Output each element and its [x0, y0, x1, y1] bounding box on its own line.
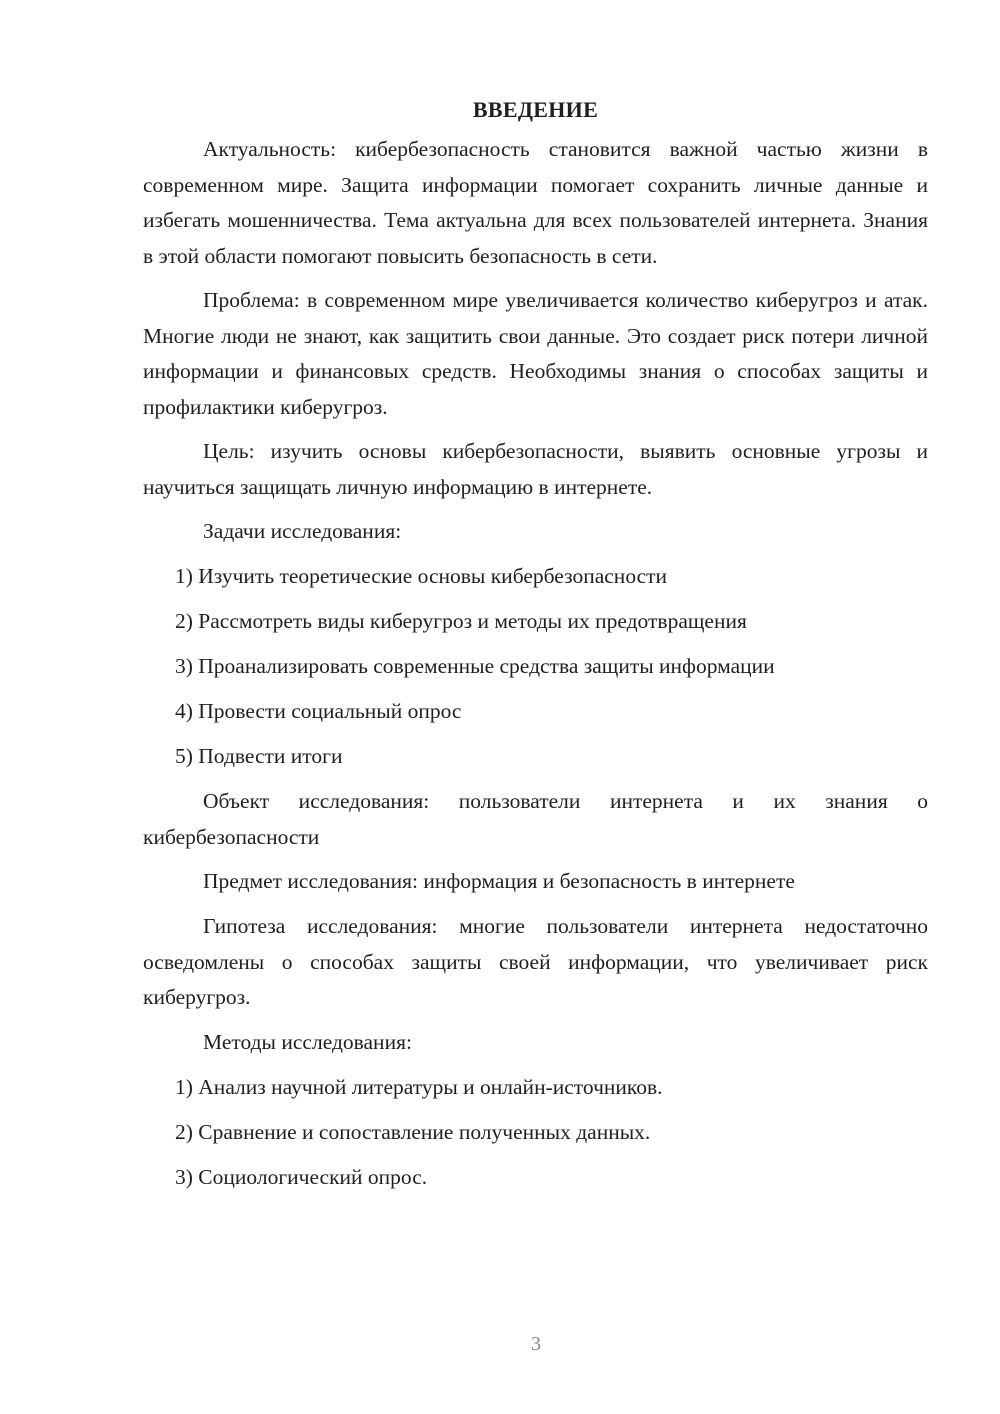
- object-paragraph: Объект исследования: пользователи интернета и их знания о кибербезопасности: [143, 789, 928, 849]
- list-item: 4) Провести социальный опрос: [175, 699, 462, 723]
- list-item: 3) Социологический опрос.: [175, 1164, 428, 1189]
- section-title: ВВЕДЕНИЕ: [472, 97, 599, 122]
- problem-paragraph: Проблема: в современном мире увеличивается количество киберугроз и атак. Многие люди не знают, как защитить свои данные. Это создает риск потери личной информации и финансовых средств. Необходимы знания о способах защиты и профилактики киберугроз.: [143, 288, 928, 419]
- methods-heading: Методы исследования:: [203, 1029, 412, 1054]
- methods-list: [143, 1070, 928, 1196]
- tasks-list: [143, 559, 928, 775]
- relevance-paragraph: Актуальность: кибербезопасность становится важной частью жизни в современном мире. Защита информации помогает сохранить личные данные и избегать мошенничества. Тема актуальна для всех пользователей интернета. Знания в этой области помогают повысить безопасность в сети.: [143, 137, 928, 268]
- subject-paragraph: Предмет исследования: информация и безопасность в интернете: [203, 869, 795, 893]
- list-item: 2) Сравнение и сопоставление полученных данных.: [175, 1119, 651, 1144]
- page-number: 3: [531, 1333, 541, 1355]
- list-item: 1) Анализ научной литературы и онлайн-источников.: [175, 1074, 663, 1099]
- list-item: 3) Проанализировать современные средства защиты информации: [175, 654, 775, 678]
- list-item: 5) Подвести итоги: [175, 744, 343, 768]
- goal-paragraph: Цель: изучить основы кибербезопасности, выявить основные угрозы и научиться защищать личную информацию в интернете.: [143, 439, 928, 499]
- document-page: [143, 92, 928, 1205]
- list-item: 1) Изучить теоретические основы кибербезопасности: [175, 564, 668, 588]
- list-item: 2) Рассмотреть виды киберугроз и методы их предотвращения: [175, 609, 747, 633]
- tasks-heading: Задачи исследования:: [203, 519, 402, 543]
- hypothesis-paragraph: Гипотеза исследования: многие пользователи интернета недостаточно осведомлены о способах защиты своей информации, что увеличивает риск киберугроз.: [143, 914, 928, 1009]
